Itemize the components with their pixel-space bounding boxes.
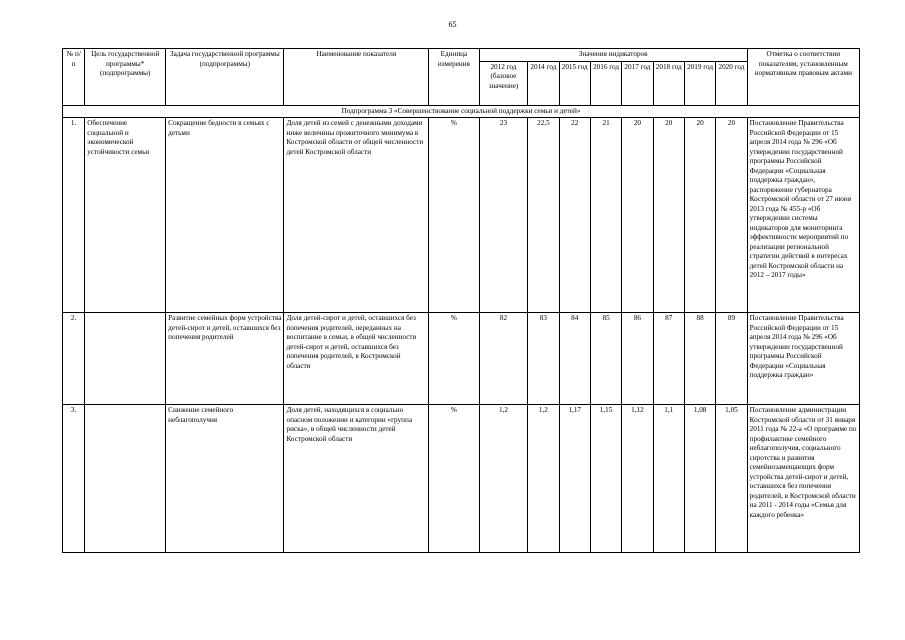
row-value: 1,08 — [684, 405, 715, 553]
row-value: 20 — [622, 118, 653, 313]
row-task: Развитие семейных форм устройства детей-сирот и детей, оставшихся без попечения родителей — [166, 313, 284, 405]
row-indicator: Доля детей из семей с денежными доходами ниже величины прожиточного минимума в Костромской области от общей численности детей Костромской области — [284, 118, 429, 313]
table-row — [63, 405, 860, 553]
row-value: 1,1 — [653, 405, 684, 553]
row-no: 3. — [63, 405, 85, 553]
header-year: 2019 год — [684, 61, 715, 105]
header-year: 2020 год — [716, 61, 747, 105]
row-value: 88 — [684, 313, 715, 405]
header-row — [63, 49, 860, 62]
row-value: 83 — [528, 313, 559, 405]
row-note: Постановление Правительства Российской Федерации от 15 апреля 2014 года № 296 «Об утверждении государственной программы Российской Федерации «Социальная поддержка граждан» — [747, 313, 859, 405]
row-unit: % — [429, 405, 480, 553]
row-value: 1,05 — [716, 405, 747, 553]
row-task: Сокращение бедности в семьях с детьми — [166, 118, 284, 313]
header-year: 2017 год — [622, 61, 653, 105]
header-values: Значения индикаторов — [479, 49, 747, 62]
row-no: 2. — [63, 313, 85, 405]
table-row — [63, 118, 860, 313]
row-note: Постановление Правительства Российской Федерации от 15 апреля 2014 года № 296 «Об утверждении государственной программы Российской Федерации «Социальная поддержка граждан», распоряжение губернатора Костромской области от 27 июня 2013 года № 455-р «Об утверждении системы индикаторов для мониторинга эффективности мероприятий по реализации региональной стратегии действий в интересах детей Костромской области на 2012 – 2017 годы» — [747, 118, 859, 313]
subprogram-title: Подпрограмма 3 «Совершенствование социальной поддержки семьи и детей» — [63, 105, 860, 118]
row-indicator: Доля детей-сирот и детей, оставшихся без попечения родителей, переданных на воспитание в семьи, в общей численности детей-сирот и детей, оставшихся без попечения родителей, в Костромской области — [284, 313, 429, 405]
row-value: 1,17 — [559, 405, 590, 553]
row-value: 22,5 — [528, 118, 559, 313]
header-year: 2018 год — [653, 61, 684, 105]
row-value: 20 — [684, 118, 715, 313]
subprogram-row — [63, 105, 860, 118]
row-value: 82 — [479, 313, 528, 405]
header-no: № п/п — [63, 49, 85, 106]
row-value: 89 — [716, 313, 747, 405]
row-value: 23 — [479, 118, 528, 313]
header-note: Отметка о соответствии показателям, установленным нормативным правовым актами — [747, 49, 859, 106]
header-year: 2012 год (базовое значение) — [479, 61, 528, 105]
row-value: 1,2 — [528, 405, 559, 553]
indicators-table — [62, 48, 860, 553]
header-unit: Единица измерения — [429, 49, 480, 106]
header-year: 2014 год — [528, 61, 559, 105]
row-note: Постановление администрации Костромской области от 31 января 2011 года № 22-а «О программе по профилактике семейного неблагополучия, социального сиротства и развития семейнозамещающих форм устройства детей-сирот и детей, оставшихся без попечения родителей, в Костромской области на 2011 - 2014 годы «Семья для каждого ребенка» — [747, 405, 859, 553]
row-value: 1,12 — [622, 405, 653, 553]
row-value: 20 — [653, 118, 684, 313]
row-indicator: Доля детей, находящихся в социально опасном положении и категории «группа риска», в общей численности детей Костромской области — [284, 405, 429, 553]
row-value: 87 — [653, 313, 684, 405]
row-value: 21 — [590, 118, 621, 313]
row-value: 1,15 — [590, 405, 621, 553]
row-goal — [85, 405, 166, 553]
header-indicator: Наименование показателя — [284, 49, 429, 106]
row-value: 84 — [559, 313, 590, 405]
table-row — [63, 313, 860, 405]
row-task: Снижение семейного неблагополучия — [166, 405, 284, 553]
page-number: 65 — [448, 20, 457, 29]
row-goal — [85, 313, 166, 405]
header-year: 2016 год — [590, 61, 621, 105]
row-value: 22 — [559, 118, 590, 313]
row-unit: % — [429, 118, 480, 313]
row-value: 1,2 — [479, 405, 528, 553]
row-value: 85 — [590, 313, 621, 405]
row-unit: % — [429, 313, 480, 405]
header-year: 2015 год — [559, 61, 590, 105]
header-task: Задача государственной программы (подпрограммы) — [166, 49, 284, 106]
row-value: 20 — [716, 118, 747, 313]
header-goal: Цель государственной программы* (подпрограммы) — [85, 49, 166, 106]
row-goal: Обеспечение социальной и экономической устойчивости семьи — [85, 118, 166, 313]
row-value: 86 — [622, 313, 653, 405]
row-no: 1. — [63, 118, 85, 313]
